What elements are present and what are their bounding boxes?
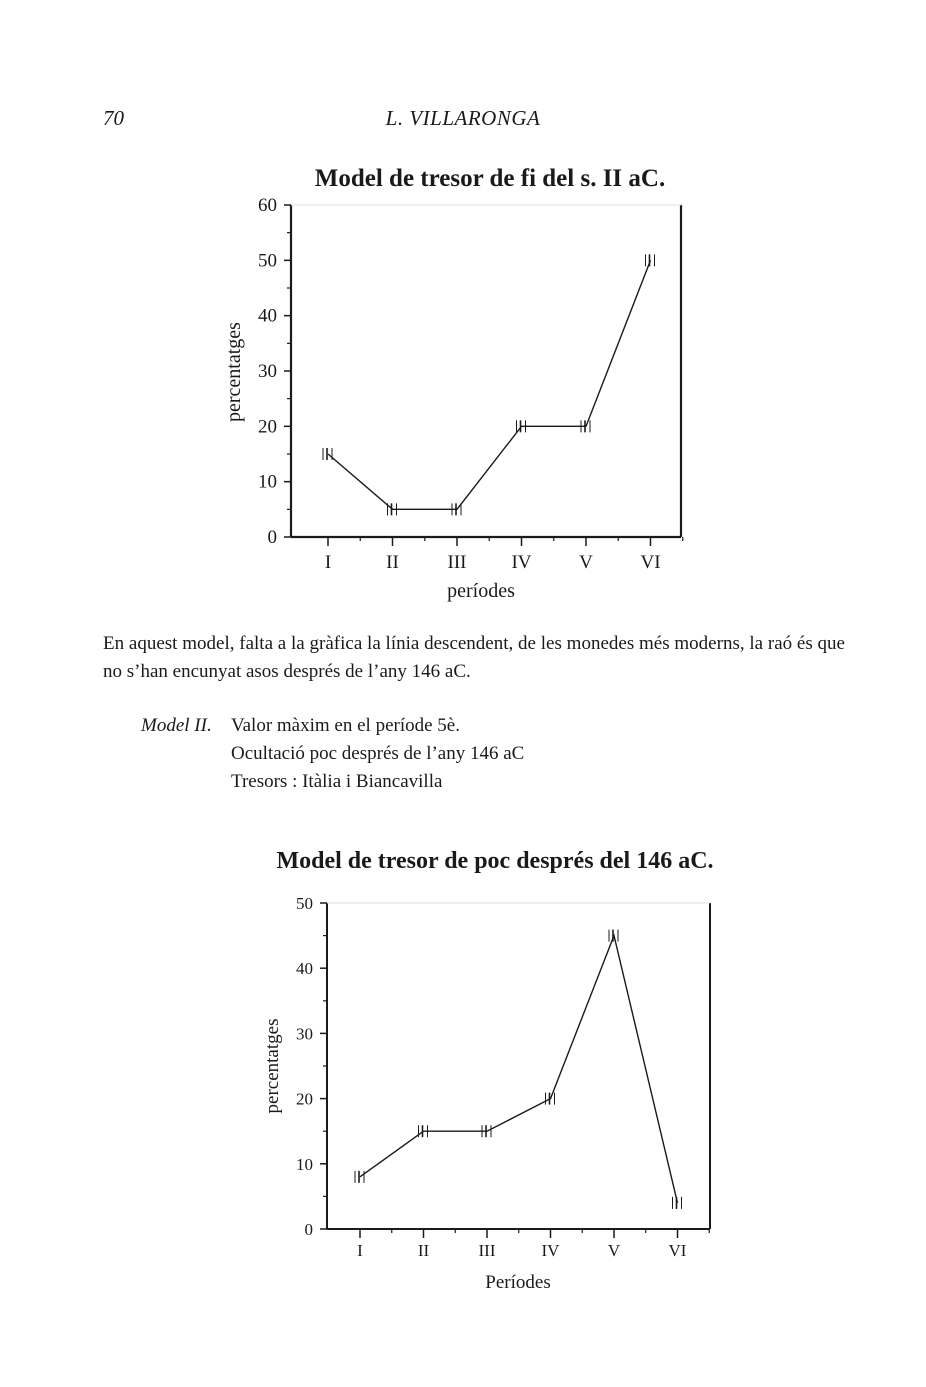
chart-2-x-tick-label: III — [478, 1241, 496, 1260]
chart-2-title: Model de tresor de poc després del 146 aC. — [276, 848, 714, 874]
chart-2-x-tick-label: IV — [541, 1241, 560, 1260]
chart-2-x-tick-label: I — [357, 1241, 363, 1260]
chart-2-y-tick-label: 10 — [296, 1154, 313, 1174]
chart-2-x-tick-label: VI — [668, 1241, 687, 1260]
chart-2-data-point — [609, 930, 618, 942]
chart-1-y-tick-label: 0 — [267, 527, 277, 548]
chart-2-y-axis-title: percentatges — [262, 1018, 283, 1114]
chart-2-y-tick-label: 50 — [296, 894, 313, 913]
chart-1-x-tick-label: I — [324, 552, 332, 573]
model-line-1: Valor màxim en el període 5è. — [231, 715, 460, 736]
chart-2-data-point — [546, 1093, 555, 1105]
chart-1-y-tick-label: 30 — [258, 361, 277, 382]
chart-1-y-axis-title: percentatges — [223, 322, 245, 422]
chart-2-data-point — [673, 1197, 682, 1209]
chart-1-y-tick-label: 50 — [258, 250, 277, 272]
chart-2-x-tick-label: V — [607, 1241, 621, 1260]
chart-1-y-tick-label: 60 — [258, 195, 277, 216]
chart-1-x-tick-label: IV — [511, 552, 532, 573]
chart-2-y-tick-label: 20 — [296, 1089, 313, 1109]
chart-1-y-tick-label: 40 — [258, 305, 277, 327]
chart-2-x-axis-title: Períodes — [485, 1272, 551, 1293]
chart-1-x-tick-label: VI — [640, 552, 661, 573]
chart-1-x-tick-label: II — [386, 552, 399, 573]
chart-2-y-tick-label: 0 — [304, 1220, 313, 1239]
model-line-2: Ocultació poc després de l’any 146 aC — [231, 743, 525, 764]
running-head-author: L. VILLARONGA — [385, 106, 541, 130]
chart-2-data-point — [355, 1171, 364, 1183]
chart-2-y-tick-label: 30 — [296, 1024, 313, 1044]
chart-2-y-tick-label: 40 — [296, 959, 313, 979]
body-paragraph: En aquest model, falta a la gràfica la línia descendent, de les monedes més moderns, la raó és que no s’han encunyat asos després de l’any 146 aC. — [103, 633, 845, 682]
chart-1-title: Model de tresor de fi del s. II aC. — [314, 165, 666, 192]
model-line-3: Tresors : Itàlia i Biancavilla — [231, 771, 443, 792]
chart-1-x-tick-label: V — [579, 552, 593, 573]
chart-1-x-axis-title: períodes — [447, 580, 515, 602]
model-label: Model II. — [141, 715, 212, 736]
chart-1-y-tick-label: 10 — [258, 471, 277, 493]
chart-1-x-tick-label: III — [447, 552, 467, 573]
chart-2-series-line — [360, 936, 678, 1203]
page-number: 70 — [103, 106, 124, 130]
chart-1-y-tick-label: 20 — [258, 416, 277, 438]
chart-2-x-tick-label: II — [417, 1241, 430, 1260]
